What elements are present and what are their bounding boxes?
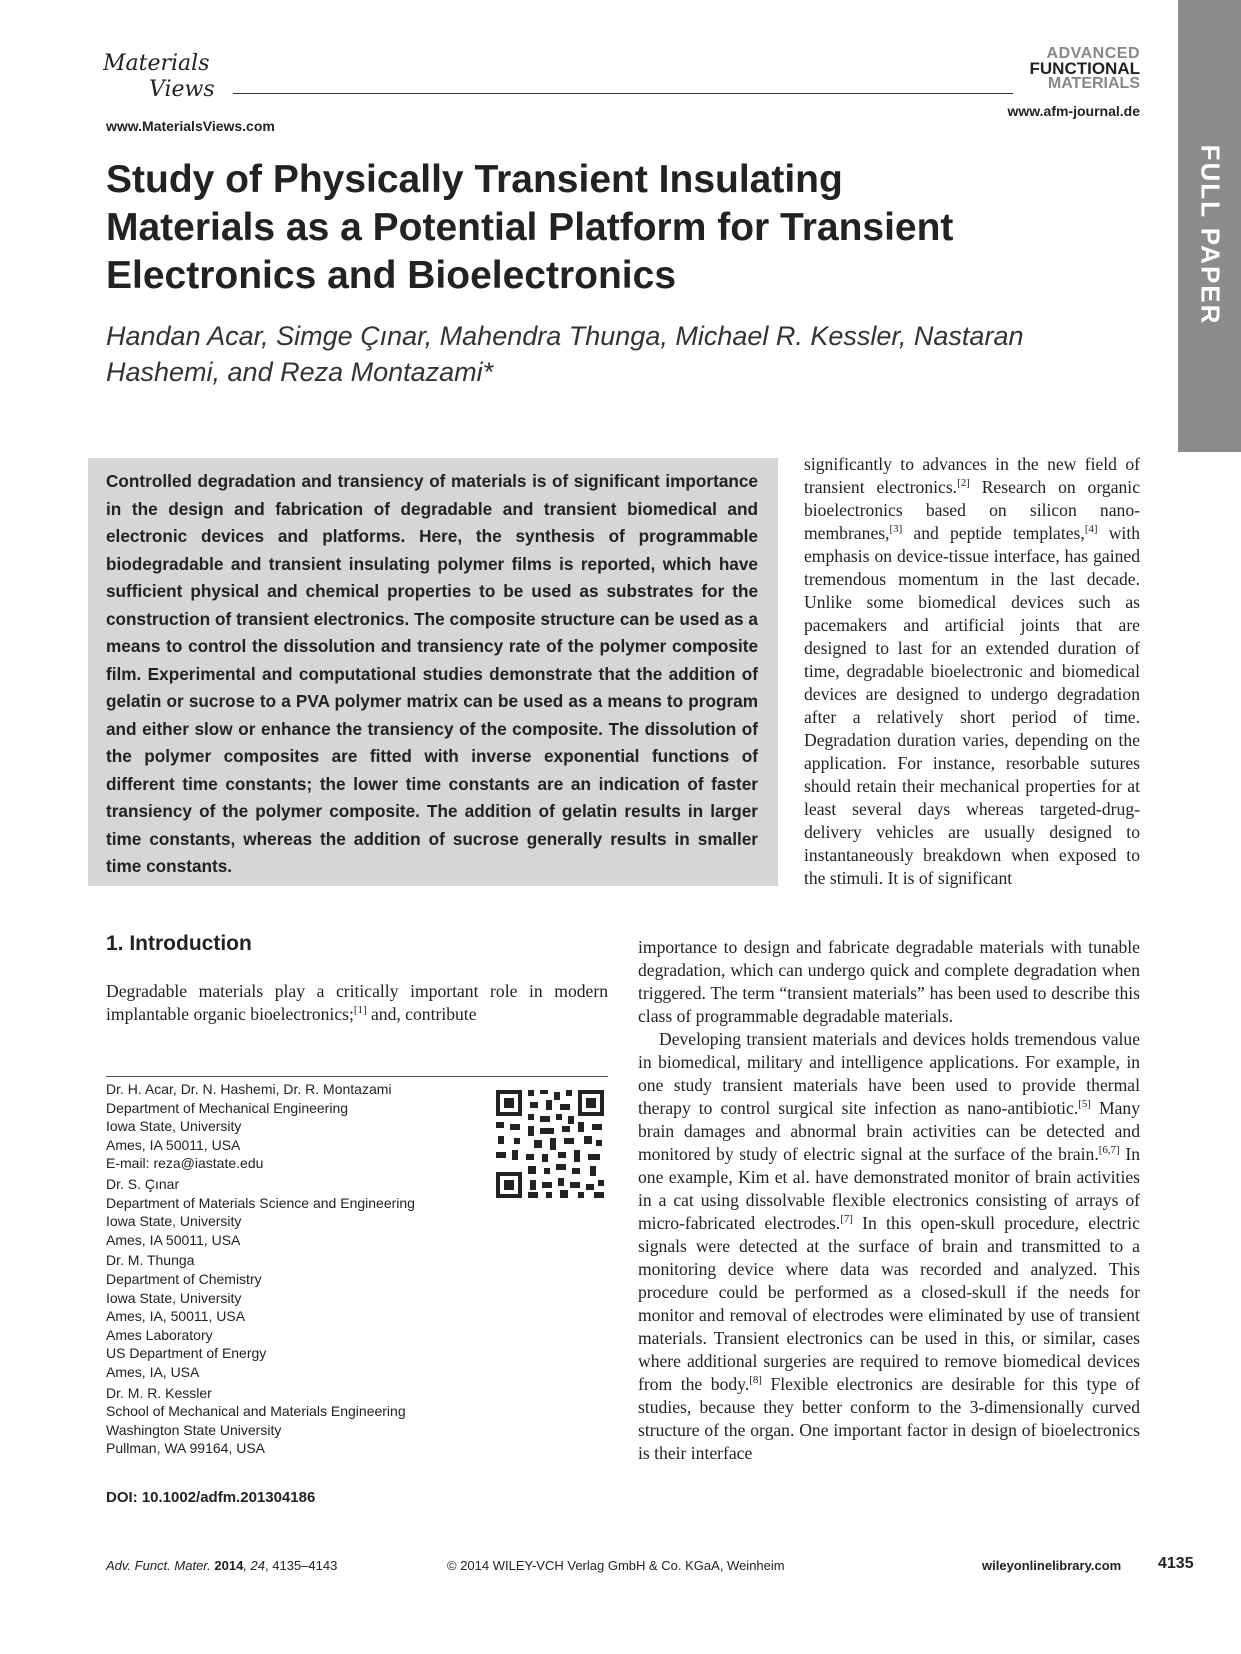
affiliation-line: Iowa State, University (106, 1289, 242, 1306)
article-title: Study of Physically Transient Insulating Materials as a Potential Platform for Transient Electronics and Bioelectronics (106, 158, 954, 297)
text-run: and peptide templates, (902, 523, 1085, 543)
author-list: Handan Acar, Simge Çınar, Mahendra Thunga, Michael R. Kessler, Nastaran Hashemi, and Reza Montazami* (106, 321, 1024, 387)
qr-code-icon[interactable] (494, 1088, 606, 1200)
citation-ref-8[interactable]: [8] (749, 1374, 762, 1387)
affiliation-line: Ames, IA, 50011, USA (106, 1308, 246, 1325)
body-text-right-top (804, 453, 1140, 890)
doi[interactable]: DOI: 10.1002/adfm.201304186 (106, 1489, 316, 1506)
citation-ref-2[interactable]: [2] (957, 477, 970, 490)
affiliation-line: Washington State University (106, 1421, 282, 1438)
affiliation-line: Ames, IA 50011, USA (106, 1231, 241, 1248)
journal-logo-line-1: ADVANCED (1046, 45, 1140, 62)
footer-site-link[interactable]: wileyonlinelibrary.com (982, 1558, 1122, 1573)
journal-logo-line-2: FUNCTIONAL (1029, 59, 1140, 78)
logo-line-1: Materials (103, 51, 210, 76)
citation-ref-1[interactable]: [1] (353, 1004, 367, 1017)
affiliation-block (106, 1251, 466, 1381)
introduction-text (106, 980, 608, 1026)
journal-logo (1018, 46, 1140, 91)
citation-ref-5[interactable]: [5] (1078, 1098, 1091, 1111)
citation-ref-7[interactable]: [7] (840, 1213, 853, 1226)
side-tab-label: FULL PAPER (1195, 144, 1225, 326)
affiliation-line: Dr. H. Acar, Dr. N. Hashemi, Dr. R. Montazami (106, 1081, 392, 1097)
affiliation-line: Department of Chemistry (106, 1270, 262, 1287)
affiliation-line: School of Mechanical and Materials Engineering (106, 1403, 406, 1420)
affiliation-line: Department of Mechanical Engineering (106, 1099, 349, 1116)
affiliation-line: Ames, IA, USA (106, 1363, 200, 1380)
footer-volume: 24 (250, 1558, 266, 1573)
affiliation-line: US Department of Energy (106, 1345, 267, 1362)
affiliation-line: Department of Materials Science and Engineering (106, 1194, 415, 1211)
logo-line-2: Views (149, 77, 215, 102)
citation-ref-6-7[interactable]: [6,7] (1098, 1144, 1120, 1157)
affiliation-line: Iowa State, University (106, 1118, 242, 1135)
paragraph (638, 1028, 1140, 1465)
affiliation-rule (106, 1076, 608, 1077)
journal-logo-line-3: MATERIALS (1047, 75, 1140, 92)
affiliation-line: Dr. M. R. Kessler (106, 1384, 212, 1401)
materials-views-logo (103, 50, 233, 102)
text-run: In one example, Kim et al. have demonstrated monitor of brain activities in a cat using dissolvable flexible electronics consisting of arrays of micro-fabricated electrodes. (638, 1144, 1140, 1233)
affiliation-line: Dr. M. Thunga (106, 1252, 195, 1269)
affiliation-line: Iowa State, University (106, 1213, 242, 1230)
affiliations (106, 1080, 466, 1460)
affiliation-line: Ames Laboratory (106, 1326, 213, 1343)
page-number: 4135 (1158, 1555, 1194, 1572)
paragraph: importance to design and fabricate degradable materials with tunable degradation, which can undergo quick and complete degradation when triggered. The term “transient materials” has been used to describe this class of programmable degradable materials. (638, 937, 1140, 1026)
text-run: Developing transient materials and devices holds tremendous value in biomedical, military and intelligence applications. For example, in one study transient materials have been used to provide thermal therapy to control surgical site infection as nano-antibiotic. (638, 1029, 1140, 1118)
footer-copyright: © 2014 WILEY-VCH Verlag GmbH & Co. KGaA, Weinheim (447, 1558, 785, 1573)
affiliation-line: Ames, IA 50011, USA (106, 1136, 241, 1153)
footer-journal: Adv. Funct. Mater. (106, 1558, 211, 1573)
header-rule (233, 93, 1013, 94)
footer-year: 2014 (214, 1558, 244, 1573)
section-side-tab (1178, 0, 1241, 452)
materialsviews-url[interactable]: www.MaterialsViews.com (106, 118, 275, 134)
body-text-right-main (638, 936, 1140, 1465)
contact-email[interactable]: E-mail: reza@iastate.edu (106, 1155, 264, 1172)
text-run: with emphasis on device-tissue interface, has gained tremendous momentum in the last decade. Unlike some biomedical devices such as pacemakers and artificial joints that are designed to last for an extended duration of time, degradable bioelectronic and biomedical devices are designed to undergo degradation after a relatively short period of time. Degradation duration varies, depending on the application. For instance, resorbable sutures should retain their mechanical properties for at least several days whereas targeted-drug-delivery vehicles are usually designed to instantaneously breakdown when exposed to the stimuli. It is of significant (804, 523, 1141, 888)
text-run: In this open-skull procedure, electric signals were detected at the surface of brain and transmitted to a monitoring device where data was recorded and analyzed. This procedure could be performed as a closed-skull if the needs for monitor and removal of electrodes were eliminated by use of transient materials. Transient electronics can be used in this, or similar, cases where additional surgeries are required to remove biomedical devices from the body. (638, 1213, 1140, 1394)
footer-pages: , 4135–4143 (265, 1558, 338, 1573)
footer-citation: Adv. Funct. Mater. 2014, 24, 4135–4143 (106, 1558, 338, 1573)
text-run: Many brain damages and abnormal brain activities can be detected and monitored by study of electric signal at the surface of the brain. (638, 1098, 1140, 1164)
affiliation-block (106, 1080, 466, 1173)
text-run: Degradable materials play a critically important role in modern implantable organic bioelectronics; (106, 981, 608, 1024)
journal-url[interactable]: www.afm-journal.de (1007, 103, 1140, 119)
text-run: and, contribute (366, 1004, 477, 1024)
text-run: significantly to advances in the new field of transient electronics. (804, 454, 1140, 497)
citation-ref-3[interactable]: [3] (889, 523, 903, 536)
text-run: Research on organic bioelectronics based on silicon nano-membranes, (804, 477, 1140, 543)
abstract-box (88, 458, 778, 886)
affiliation-line: Pullman, WA 99164, USA (106, 1440, 266, 1457)
affiliation-line: Dr. S. Çınar (106, 1175, 180, 1192)
text-run: Flexible electronics are desirable for this type of studies, because they better conform to the 3-dimensionally curved structure of the organ. One important factor in design of bioelectronics is their interface (638, 1374, 1140, 1463)
section-heading-introduction: 1. Introduction (106, 932, 252, 955)
affiliation-block (106, 1384, 466, 1458)
citation-ref-4[interactable]: [4] (1084, 523, 1098, 536)
affiliation-block (106, 1175, 466, 1249)
abstract-text: Controlled degradation and transiency of materials is of significant importance in the design and fabrication of degradable and transient biomedical and electronic devices and platforms. Here, the synthesis of programmable biodegradable and transient insulating polymer films is reported, which have sufficient physical and chemical properties to be used as substrates for the construction of transient electronics. The composite structure can be used as a means to control the dissolution and transiency rate of the polymer composite film. Experimental and computational studies demonstrate that the addition of gelatin or sucrose to a PVA polymer matrix can be used as a means to program and either slow or enhance the transiency of the composite. The dissolution of the polymer composites are fitted with inverse exponential functions of different time constants; the lower time constants are an indication of faster transiency of the polymer composite. The addition of gelatin results in larger time constants, whereas the addition of sucrose generally results in smaller time constants. (106, 471, 758, 876)
